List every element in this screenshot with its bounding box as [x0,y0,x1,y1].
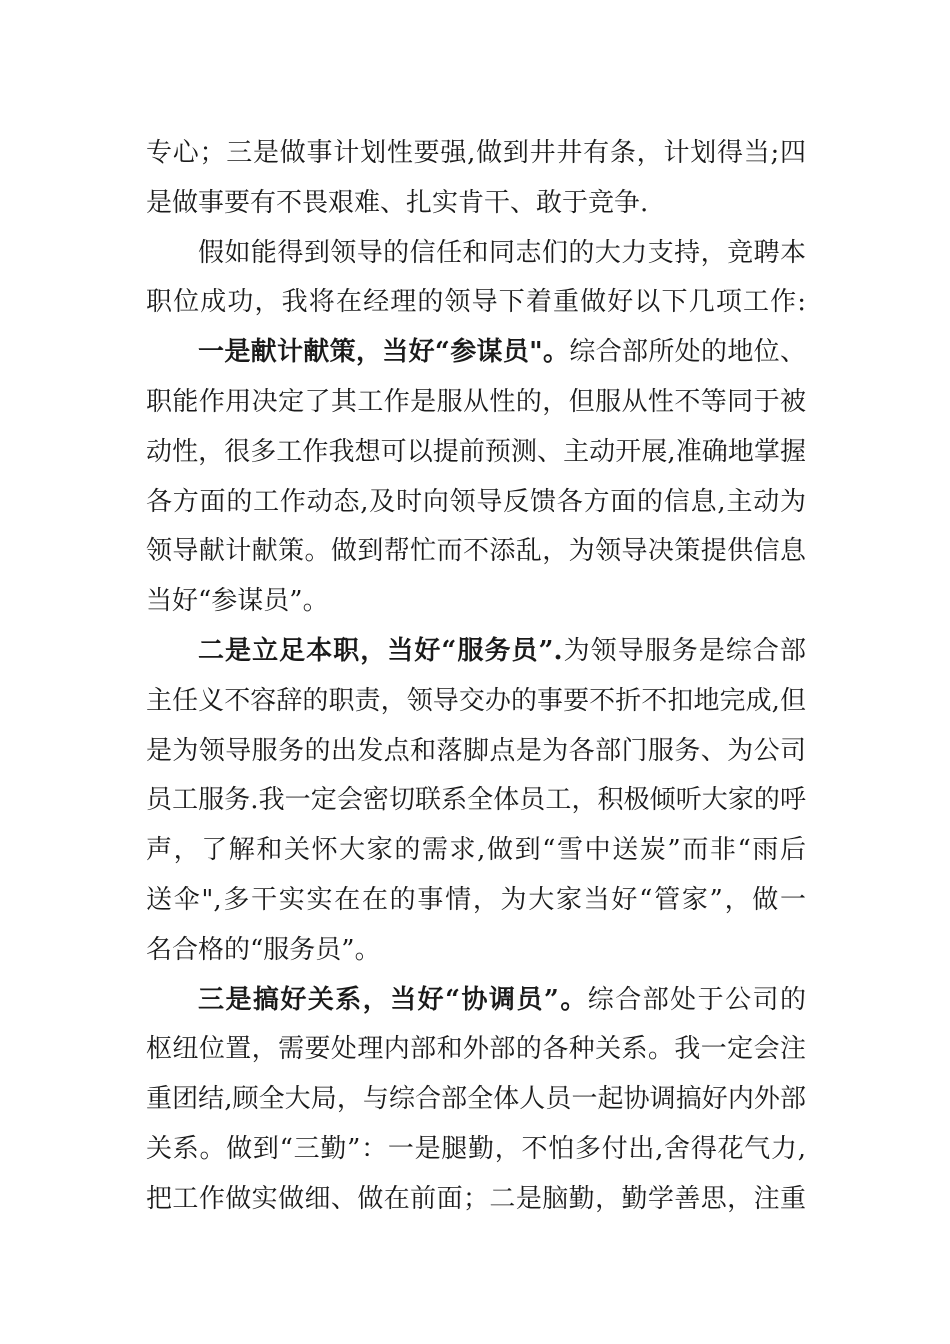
text-line: 关系。做到“三勤”：一是腿勤，不怕多付出,舍得花气力, [146,1133,806,1164]
text-line: 领导献计献策。做到帮忙而不添乱，为领导决策提供信息 [146,536,806,567]
section-three-lead-text: 综合部处于公司的 [587,984,806,1015]
text-line: 枢纽位置，需要处理内部和外部的各种关系。我一定会注 [146,1034,806,1065]
section-one-lead-text: 综合部所处的地位、 [569,337,806,368]
text-line: 声，了解和关怀大家的需求,做到“雪中送炭”而非“雨后 [146,835,806,866]
text-line: 是做事要有不畏艰难、扎实肯干、敢于竞争. [146,187,649,218]
section-one-heading: 一是献计献策，当好“参谋员"。 [198,337,570,368]
text-line: 送伞",多干实实在在的事情，为大家当好“管家”，做一 [146,884,806,915]
section-two-first-line [146,627,806,677]
text-line: 重团结,顾全大局，与综合部全体人员一起协调搞好内外部 [146,1084,806,1115]
text-line: 各方面的工作动态,及时向领导反馈各方面的信息,主动为 [146,486,806,517]
document-body [146,129,806,1225]
text-line: 把工作做实做细、做在前面；二是脑勤，勤学善思，注重 [146,1183,806,1214]
text-line: 职能作用决定了其工作是服从性的，但服从性不等同于被 [146,386,806,417]
text-line: 动性，很多工作我想可以提前预测、主动开展,准确地掌握 [146,436,806,467]
section-two-lead-text: 为领导服务是综合部 [562,635,806,666]
text-line: 当好“参谋员”。 [146,586,329,617]
text-line: 员工服务.我一定会密切联系全体员工，积极倾听大家的呼 [146,785,806,816]
text-line: 主任义不容辞的职责，领导交办的事要不折不扣地完成,但 [146,685,806,716]
section-three-first-line [146,976,806,1026]
section-two-heading: 二是立足本职，当好“服务员”. [198,635,563,666]
paragraph-first-line: 假如能得到领导的信任和同志们的大力支持，竞聘本 [198,237,806,268]
section-one-first-line [146,328,806,378]
text-line: 是为领导服务的出发点和落脚点是为各部门服务、为公司 [146,735,806,766]
section-three-heading: 三是搞好关系，当好“协调员”。 [198,984,588,1015]
text-line: 职位成功，我将在经理的领导下着重做好以下几项工作: [146,287,806,318]
text-line: 专心；三是做事计划性要强,做到井井有条，计划得当;四 [146,138,806,168]
text-line: 名合格的“服务员”。 [146,934,381,965]
